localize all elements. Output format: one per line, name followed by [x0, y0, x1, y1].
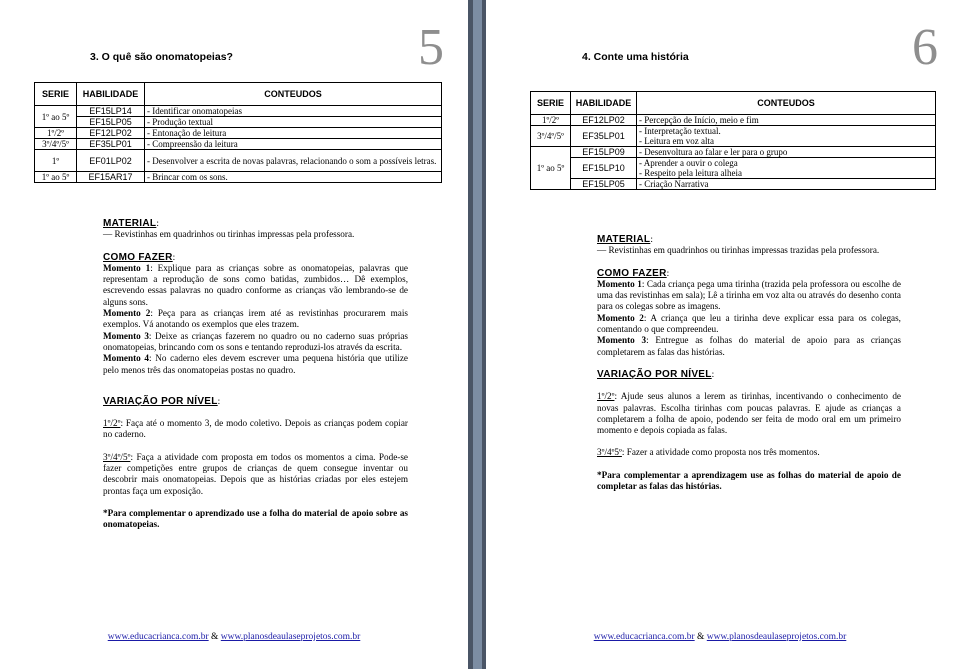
- activity-body: MATERIAL: — Revistinhas em quadrinhos ou tirinhas impressas trazidas pela professora. COMO FAZER: Momento 1: Cada criança pega uma tirinha (trazida pela professora ou escolhe de uma das revistinhas em sala); Lê a tirinha em voz alta ou através do desenho conta para os colegas sobre as imagens. Momento 2: A criança que leu a tirinha deve explicar essa para os colegas, comentando o que compreendeu. Momento 3: Entregue as folhas do material de apoio para as crianças completarem as falas das histórias. VARIAÇÃO POR NÍVEL: 1º/2º: Ajude seus alunos a lerem as tirinhas, incentivando o conhecimento de novas palavras. Escolha tirinhas com poucas palavras. E ajude as crianças a completarem a folha de apoio, podendo ser feita de modo oral em um primeiro momento e depois copiada as falas. 3º/4º5º: Fazer a atividade como proposta nos três momentos. *Para complementar a aprendizagem use as folhas do material de apoio de completar as falas das histórias.: [597, 234, 902, 492]
- moment-paragraph: Momento 4: No caderno eles devem escrever uma pequena história que utilize pelo menos três das onomatopeias postas no quadro.: [103, 353, 408, 375]
- habilidade-cell: EF12LP02: [77, 128, 145, 139]
- column-header-habilidade: HABILIDADE: [77, 83, 145, 106]
- serie-cell: 1º ao 5º: [35, 172, 77, 183]
- level-paragraph: 3º/4º/5º: Faça a atividade com proposta em todos os momentos a cima. Pode-se fazer competições entre grupos de crianças de quem consegue inventar ou descobrir mais onomatopeias. Depois que as histórias criadas por eles estejem prontas faça um exposição.: [103, 451, 408, 496]
- footer-link-educacrianca[interactable]: www.educacrianca.com.br: [107, 632, 209, 642]
- level-paragraph: 1º/2º: Ajude seus alunos a lerem as tirinhas, incentivando o conhecimento de novas palavras. Escolha tirinhas com poucas palavras. E ajude as crianças a completarem a folha de apoio, podendo ser feita de modo oral em um primeiro momento e depois copiada as falas.: [597, 391, 901, 436]
- moment-paragraph: Momento 3: Entregue as folhas do material de apoio para as crianças completarem as falas das histórias.: [597, 335, 901, 357]
- habilidade-cell: EF15LP05: [571, 179, 637, 190]
- document-page-6: [486, 0, 954, 669]
- habilidade-cell: EF15LP05: [77, 117, 145, 128]
- section-title: 3. O quê são onomatopeias?: [90, 51, 233, 63]
- serie-cell: 1º: [35, 150, 77, 172]
- serie-cell: 3º/4º/5º: [531, 126, 571, 147]
- footer-link-planos[interactable]: www.planosdeaulaseprojetos.com.br: [706, 632, 847, 642]
- conteudo-cell: - Brincar com os sons.: [145, 172, 442, 183]
- moment-paragraph: Momento 3: Deixe as crianças fazerem no quadro ou no caderno suas próprias onomatopeias, brincando com os sons e tentando reproduzi-los através da escrita.: [103, 330, 408, 352]
- moment-paragraph: Momento 1: Explique para as crianças sobre as onomatopeias, palavras que representam a reprodução de sons como batidas, zumbidos… Dê exemplos, escrevendo essas palavras no quadro conforme as crianças vão lembrando-se de alguns sons.: [103, 262, 408, 307]
- table-row: [35, 117, 442, 128]
- material-text: — Revistinhas em quadrinhos ou tirinhas impressas pela professora.: [103, 229, 355, 240]
- habilidade-cell: EF35LP01: [77, 139, 145, 150]
- material-heading: MATERIAL: [103, 218, 157, 229]
- level-paragraph: 3º/4º5º: Fazer a atividade como proposta nos três momentos.: [597, 447, 820, 458]
- column-header-conteudos: CONTEUDOS: [145, 83, 442, 106]
- table-header-row: [531, 92, 936, 115]
- habilidade-cell: EF12LP02: [571, 115, 637, 126]
- section-title: 4. Conte uma história: [582, 51, 689, 63]
- moment-paragraph: Momento 1: Cada criança pega uma tirinha (trazida pela professora ou escolhe de uma das revistinhas em sala); Lê a tirinha em voz alta ou através do desenho conta para os colegas sobre as imagens.: [597, 278, 902, 312]
- page-number: 6: [912, 19, 938, 76]
- conteudo-cell: - Desenvolver a escrita de novas palavras, relacionando o som a possíveis letras.: [145, 150, 442, 172]
- curriculum-table: [34, 82, 442, 183]
- como-fazer-heading: COMO FAZER: [103, 251, 173, 263]
- serie-cell: 1º ao 5º: [531, 147, 571, 190]
- table-row: [35, 172, 442, 183]
- conteudo-cell: - Compreensão da leitura: [145, 139, 442, 150]
- conteudo-cell: - Desenvoltura ao falar e ler para o grupo: [637, 147, 936, 158]
- habilidade-cell: EF15AR17: [77, 172, 145, 183]
- table-row: [35, 128, 442, 139]
- moment-paragraph: Momento 2: A criança que leu a tirinha deve explicar essa para os colegas, comentando o que compreendeu.: [597, 312, 901, 335]
- page-gap: [473, 0, 482, 669]
- habilidade-cell: EF01LP02: [77, 150, 145, 172]
- conteudo-cell: - Aprender a ouvir o colega - Respeito pela leitura alheia: [637, 158, 936, 179]
- moment-paragraph: Momento 2: Peça para as crianças irem até as revistinhas procurarem mais exemplos. Vá anotando os exemplos que eles trazem.: [103, 308, 408, 330]
- conteudo-cell: - Produção textual: [145, 117, 442, 128]
- table-row: [531, 126, 936, 147]
- column-header-serie: SERIE: [35, 83, 77, 106]
- conteudo-cell: - Identificar onomatopeias: [145, 106, 442, 117]
- table-header-row: [35, 83, 442, 106]
- material-heading: MATERIAL: [597, 234, 651, 245]
- footer-link-educacrianca[interactable]: www.educacrianca.com.br: [593, 632, 695, 642]
- footer-link-planos[interactable]: www.planosdeaulaseprojetos.com.br: [220, 632, 361, 642]
- table-row: [531, 179, 936, 190]
- activity-body: MATERIAL: — Revistinhas em quadrinhos ou tirinhas impressas pela professora. COMO FAZER: Momento 1: Explique para as crianças sobre as onomatopeias, palavras que representam a reprodução de sons como batidas, zumbidos… Dê exemplos, escrevendo essas palavras no quadro conforme as crianças vão lembrando-se de alguns sons. Momento 2: Peça para as crianças irem até as revistinhas procurarem mais exemplos. Vá anotando os exemplos que eles trazem. Momento 3: Deixe as crianças fazerem no quadro ou no caderno suas próprias onomatopeias, brincando com os sons e tentando reproduzi-los através da escrita. Momento 4: No caderno eles devem escrever uma pequena história que utilize pelo menos três das onomatopeias postas no quadro. VARIAÇÃO POR NÍVEL: 1º/2º: Faça até o momento 3, de modo coletivo. Depois as crianças podem copiar no caderno. 3º/4º/5º: Faça a atividade com proposta em todos os momentos a cima. Pode-se fazer competições entre grupos de crianças de quem consegue inventar ou descobrir mais onomatopeias. Depois que as histórias criadas por eles estejem prontas faça um exposição. *Para complementar o aprendizado use a folha do material de apoio sobre as onomatopeias.: [103, 218, 408, 530]
- column-header-serie: SERIE: [531, 92, 571, 115]
- serie-cell: 1º/2º: [35, 128, 77, 139]
- column-header-conteudos: CONTEUDOS: [637, 92, 936, 115]
- conteudo-cell: - Percepção de Início, meio e fim: [637, 115, 936, 126]
- table-row: [531, 115, 936, 126]
- table-row: [35, 150, 442, 172]
- serie-cell: 3º/4º/5º: [35, 139, 77, 150]
- column-header-habilidade: HABILIDADE: [571, 92, 637, 115]
- variacao-heading: VARIAÇÃO POR NÍVEL: [597, 368, 712, 380]
- table-row: [531, 158, 936, 179]
- serie-cell: 1º ao 5º: [35, 106, 77, 128]
- conteudo-cell: - Criação Narrativa: [637, 179, 936, 190]
- page-number: 5: [418, 19, 444, 76]
- page-footer: www.educacrianca.com.br & www.planosdeaulaseprojetos.com.br: [107, 632, 361, 642]
- como-fazer-heading: COMO FAZER: [597, 267, 667, 279]
- table-row: [531, 147, 936, 158]
- habilidade-cell: EF35LP01: [571, 126, 637, 147]
- table-row: [35, 106, 442, 117]
- habilidade-cell: EF15LP10: [571, 158, 637, 179]
- complement-note: *Para complementar a aprendizagem use as folhas do material de apoio de completar as falas das histórias.: [597, 469, 901, 492]
- table-row: [35, 139, 442, 150]
- document-page-5: [0, 0, 468, 669]
- material-text: — Revistinhas em quadrinhos ou tirinhas impressas trazidas pela professora.: [597, 245, 880, 256]
- page-footer: www.educacrianca.com.br & www.planosdeaulaseprojetos.com.br: [593, 632, 847, 642]
- habilidade-cell: EF15LP14: [77, 106, 145, 117]
- curriculum-table: [530, 91, 936, 190]
- conteudo-cell: - Interpretação textual. - Leitura em voz alta: [637, 126, 936, 147]
- variacao-heading: VARIAÇÃO POR NÍVEL: [103, 395, 218, 407]
- conteudo-cell: - Entonação de leitura: [145, 128, 442, 139]
- level-paragraph: 1º/2º: Faça até o momento 3, de modo coletivo. Depois as crianças podem copiar no caderno.: [103, 418, 408, 440]
- serie-cell: 1º/2º: [531, 115, 571, 126]
- habilidade-cell: EF15LP09: [571, 147, 637, 158]
- complement-note: *Para complementar o aprendizado use a folha do material de apoio sobre as onomatopeias.: [103, 507, 408, 530]
